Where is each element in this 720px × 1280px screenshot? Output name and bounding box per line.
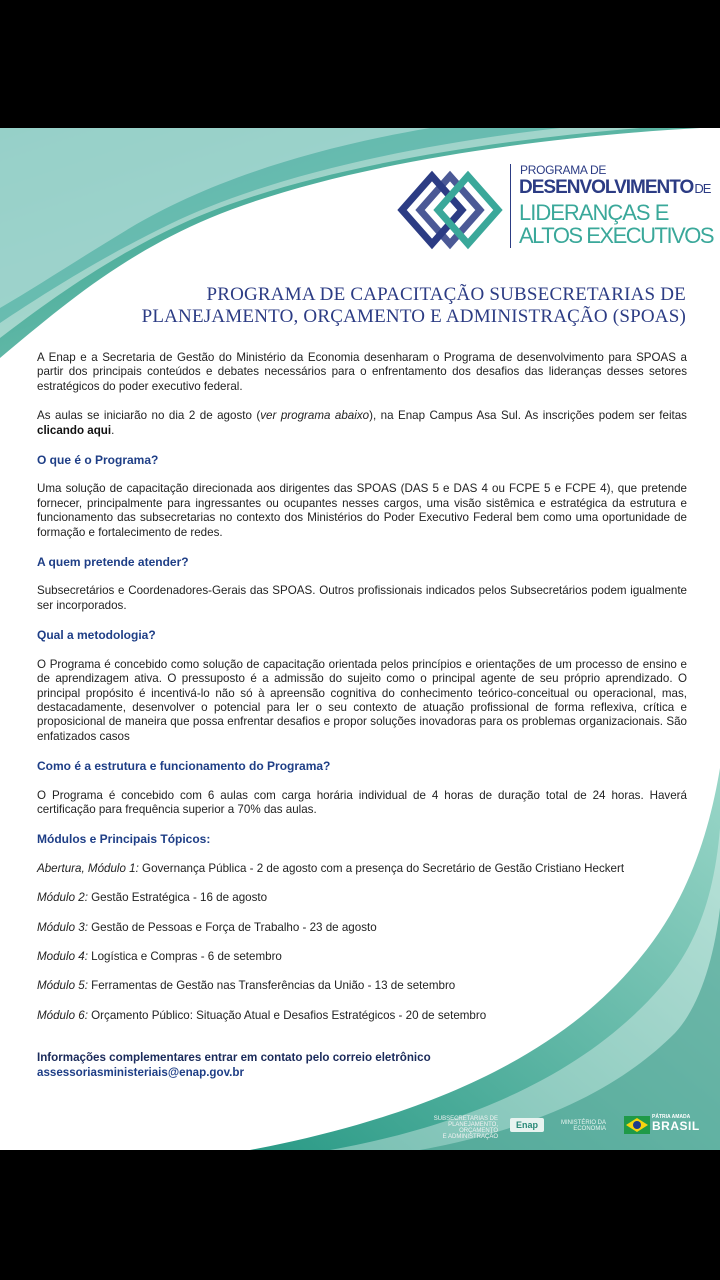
title-line-1: PROGRAMA DE CAPACITAÇÃO SUBSECRETARIAS DE xyxy=(206,284,686,305)
poster xyxy=(0,128,720,1150)
page-title xyxy=(120,284,686,328)
start-info-paragraph: As aulas se iniciarão no dia 2 de agosto (ver programa abaixo), na Enap Campus Asa Sul. As inscrições podem ser feitas clicando aqui. xyxy=(37,409,687,437)
logo-line-3: LIDERANÇAS E xyxy=(519,200,669,225)
module-item: Módulo 5: Ferramentas de Gestão nas Transferências da União - 13 de setembro xyxy=(37,979,456,993)
heading-methodology: Qual a metodologia? xyxy=(37,628,156,643)
ministerio-economia-logo: MINISTÉRIO DA ECONOMIA xyxy=(560,1120,606,1132)
interlocking-diamonds-icon xyxy=(396,168,506,252)
logo-line-2: DESENVOLVIMENTODE xyxy=(519,177,711,198)
intro-paragraph: A Enap e a Secretaria de Gestão do Ministério da Economia desenharam o Programa de desenvolvimento para SPOAS a partir dos principais conteúdos e debates necessários para o enfrentamento dos desafios das lideranças desses setores estratégicos do poder executivo federal. xyxy=(37,351,687,393)
main-content xyxy=(37,351,687,1080)
heading-what-is: O que é o Programa? xyxy=(37,453,159,468)
module-item: Abertura, Módulo 1: Governança Pública - 2 de agosto com a presença do Secretário de Gestão Cristiano Heckert xyxy=(37,861,625,875)
text-audience: Subsecretários e Coordenadores-Gerais das SPOAS. Outros profissionais indicados pelos Subsecretários podem igualmente ser incorporados. xyxy=(37,584,687,612)
title-line-2: PLANEJAMENTO, ORÇAMENTO E ADMINISTRAÇÃO (SPOAS) xyxy=(141,306,686,327)
module-item: Módulo 2: Gestão Estratégica - 16 de agosto xyxy=(37,891,268,905)
patria-amada-brasil-logo: PÁTRIA AMADA BRASIL xyxy=(652,1114,700,1133)
contact-email-link[interactable]: assessoriasministeriais@enap.gov.br xyxy=(37,1065,244,1079)
enap-logo: Enap xyxy=(510,1118,544,1132)
spoas-footer-logo: SUBSECRETARIAS DE PLANEJAMENTO, ORÇAMENTO E ADMINISTRAÇÃO xyxy=(433,1116,498,1140)
logo-divider xyxy=(510,164,511,248)
module-item: Modulo 4: Logística e Compras - 6 de setembro xyxy=(37,949,282,963)
heading-modules: Módulos e Principais Tópicos: xyxy=(37,832,211,847)
logo-line-1: PROGRAMA DE xyxy=(520,163,607,177)
text-structure: O Programa é concebido com 6 aulas com carga horária individual de 4 horas de duração total de 24 horas. Haverá certificação para frequência superior a 70% das aulas. xyxy=(37,788,687,816)
heading-audience: A quem pretende atender? xyxy=(37,555,189,570)
heading-structure: Como é a estrutura e funcionamento do Programa? xyxy=(37,759,331,774)
register-link[interactable]: clicando aqui xyxy=(37,423,112,437)
module-item: Módulo 6: Orçamento Público: Situação Atual e Desafios Estratégicos - 20 de setembro xyxy=(37,1008,487,1022)
module-item: Módulo 3: Gestão de Pessoas e Força de Trabalho - 23 de agosto xyxy=(37,920,377,934)
contact-text: Informações complementares entrar em contato pelo correio eletrônico xyxy=(37,1051,431,1065)
contact-email-line xyxy=(37,1066,687,1080)
text-what-is: Uma solução de capacitação direcionada aos dirigentes das SPOAS (DAS 5 e DAS 4 ou FCPE 5 e FCPE 4), que pretende fornecer, principalmente para ingressantes ou ocupantes nesses cargos, uma visão sistêmica e estratégica da estrutura e funcionamento das subsecretarias no contexto dos Ministérios do Poder Executivo Federal bem como uma oportunidade de formação e fortalecimento de redes. xyxy=(37,482,687,539)
brazil-flag-icon xyxy=(624,1116,650,1134)
logo-line-4: ALTOS EXECUTIVOS xyxy=(519,223,714,248)
text-methodology: O Programa é concebido como solução de capacitação orientada pelos princípios e orientações de um processo de ensino e de aprendizagem ativa. O pressuposto é a admissão do sujeito como o principal agente de seu próprio aprendizado. O principal propósito é incentivá-lo não só à apreensão cognitiva do conhecimento teórico-conceitual ou operacional, mas, destacadamente, desenvolver o potencial para ler o seu contexto de atuação profissional de forma reflexiva, crítica e proposicional de maneira que possa enfrentar desafios e propor soluções inovadoras para os problemas organizacionais. São enfatizados casos xyxy=(37,657,687,743)
